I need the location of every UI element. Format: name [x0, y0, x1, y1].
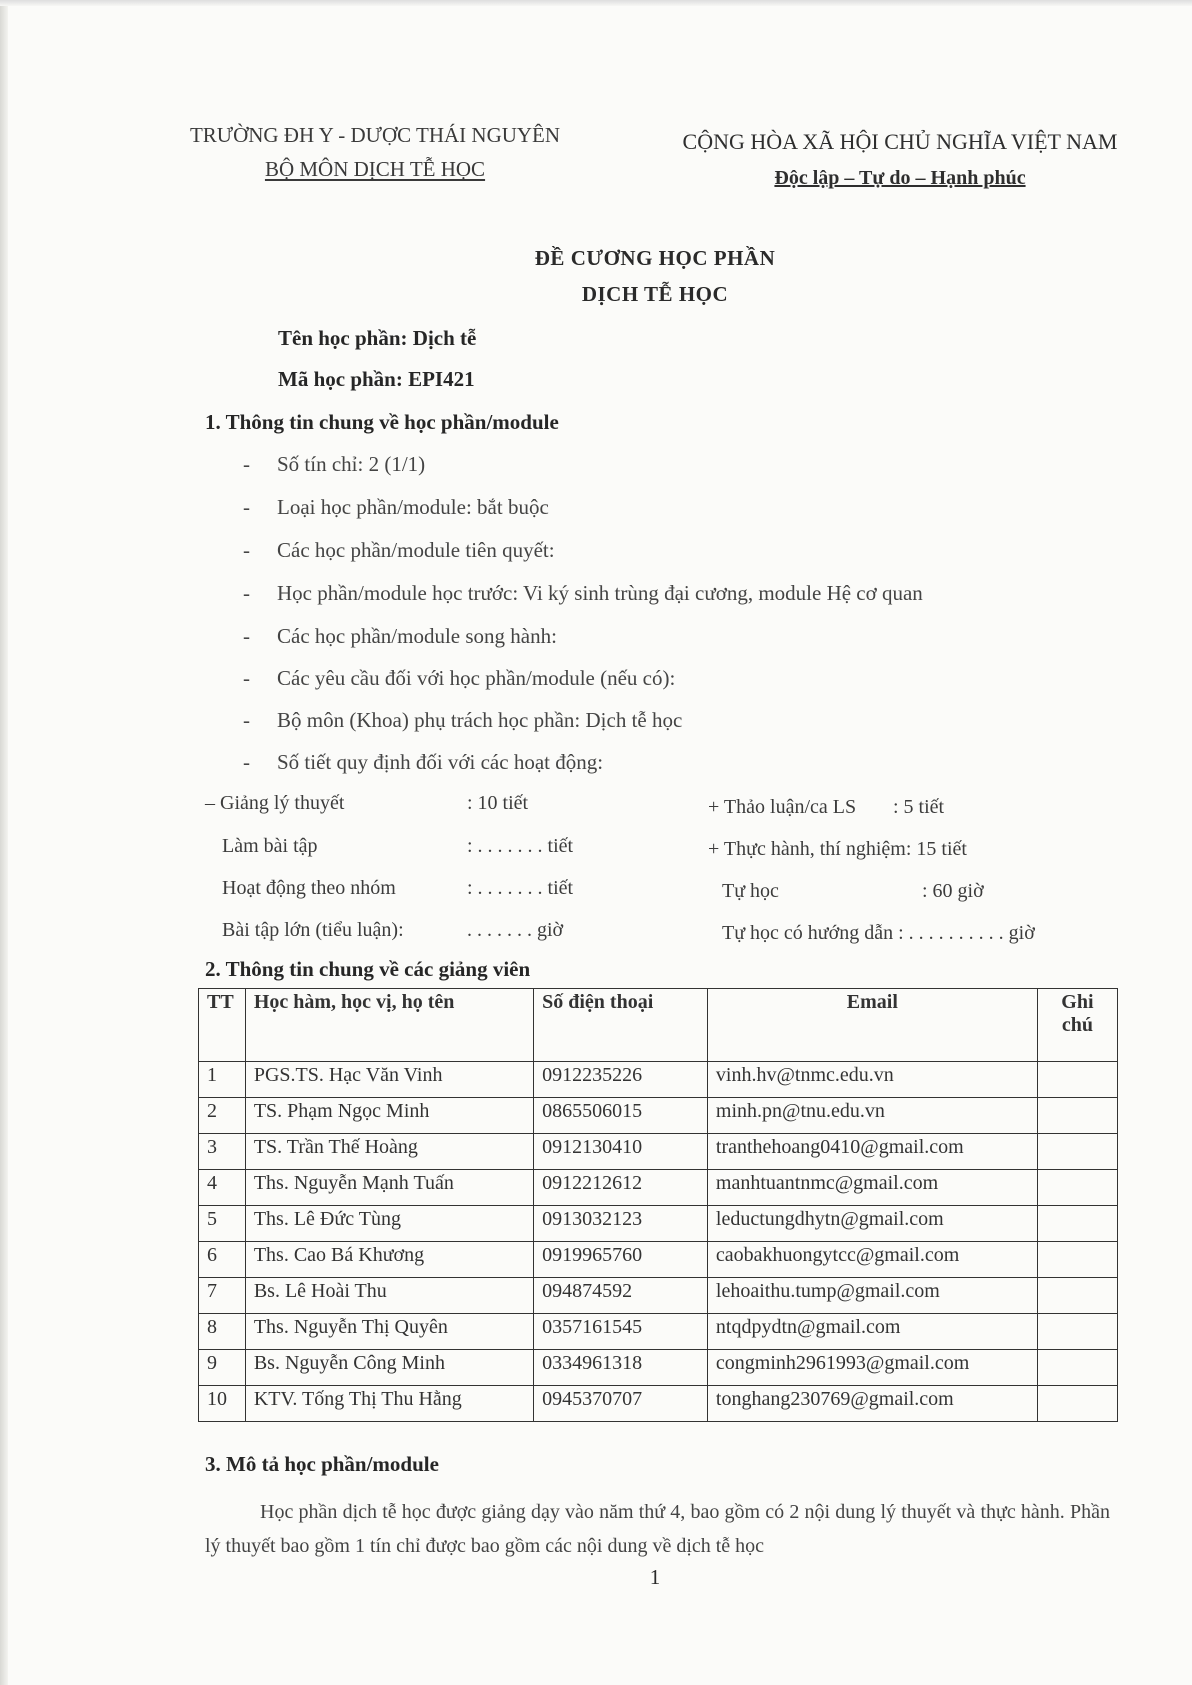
hours-discussion: + Thảo luận/ca LS : 5 tiết	[708, 796, 945, 818]
column-header: Số điện thoại	[534, 989, 708, 1062]
info-item: - Các yêu cầu đối với học phần/module (nếu có):	[243, 666, 676, 690]
document-title	[0, 240, 1192, 312]
lecturer-table	[198, 988, 1118, 1422]
title-line-2: DỊCH TỄ HỌC	[581, 282, 729, 306]
table-row: 6 Ths. Cao Bá Khương 0919965760 caobakhuongytcc@gmail.com	[199, 1242, 1118, 1278]
university-name: TRƯỜNG ĐH Y - DƯỢC THÁI NGUYÊN	[189, 123, 561, 147]
course-name: Tên học phần: Dịch tễ	[278, 326, 477, 350]
section-1-heading: 1. Thông tin chung về học phần/module	[205, 410, 559, 434]
info-item: - Bộ môn (Khoa) phụ trách học phần: Dịch tễ học	[243, 708, 683, 732]
column-header: Học hàm, học vị, họ tên	[245, 989, 533, 1062]
table-row: 1 PGS.TS. Hạc Văn Vinh 0912235226 vinh.hv@tnmc.edu.vn	[199, 1062, 1118, 1098]
national-motto-header	[640, 124, 1160, 196]
hours-guided-self-study: Tự học có hướng dẫn : . . . . . . . . . . giờ	[722, 922, 1035, 944]
country-name: CỘNG HÒA XÃ HỘI CHỦ NGHĨA VIỆT NAM	[682, 129, 1118, 154]
hours-essay: Bài tập lớn (tiểu luận): . . . . . . . giờ	[222, 919, 564, 941]
page-number: 1	[649, 1565, 661, 1589]
hours-lecture: – Giảng lý thuyết : 10 tiết	[205, 792, 529, 814]
table-row: 5 Ths. Lê Đức Tùng 0913032123 leductungdhytn@gmail.com	[199, 1206, 1118, 1242]
table-row: 4 Ths. Nguyễn Mạnh Tuấn 0912212612 manhtuantnmc@gmail.com	[199, 1170, 1118, 1206]
course-code: Mã học phần: EPI421	[278, 367, 475, 391]
hours-exercise: Làm bài tập : . . . . . . . tiết	[222, 835, 574, 857]
table-row: 2 TS. Phạm Ngọc Minh 0865506015 minh.pn@tnu.edu.vn	[199, 1098, 1118, 1134]
info-item: - Học phần/module học trước: Vi ký sinh trùng đại cương, module Hệ cơ quan	[243, 581, 923, 605]
info-item: - Các học phần/module tiên quyết:	[243, 538, 555, 562]
table-row: 7 Bs. Lê Hoài Thu 094874592 lehoaithu.tump@gmail.com	[199, 1278, 1118, 1314]
section-2-heading: 2. Thông tin chung về các giảng viên	[205, 957, 531, 981]
info-item: - Các học phần/module song hành:	[243, 624, 557, 648]
table-row: 10 KTV. Tống Thị Thu Hằng 0945370707 tonghang230769@gmail.com	[199, 1386, 1118, 1422]
hours-group-activity: Hoạt động theo nhóm : . . . . . . . tiết	[222, 877, 574, 899]
title-line-1: ĐỀ CƯƠNG HỌC PHẦN	[534, 246, 776, 270]
table-row: 8 Ths. Nguyễn Thị Quyên 0357161545 ntqdpydtn@gmail.com	[199, 1314, 1118, 1350]
hours-practice: + Thực hành, thí nghiệm: 15 tiết	[708, 838, 967, 860]
info-item: - Số tiết quy định đối với các hoạt động:	[243, 750, 604, 774]
column-header: TT	[199, 989, 246, 1062]
info-item: - Số tín chỉ: 2 (1/1)	[243, 452, 426, 476]
module-description: Học phần dịch tễ học được giảng dạy vào năm thứ 4, bao gồm có 2 nội dung lý thuyết và thực hành. Phần lý thuyết bao gồm 1 tín chỉ được bao gồm các nội dung về dịch tễ học	[205, 1501, 1110, 1557]
info-item: - Loại học phần/module: bắt buộc	[243, 495, 549, 519]
motto: Độc lập – Tự do – Hạnh phúc	[774, 167, 1026, 189]
department-name: BỘ MÔN DỊCH TỄ HỌC	[264, 157, 486, 181]
table-row: 3 TS. Trần Thế Hoàng 0912130410 tranthehoang0410@gmail.com	[199, 1134, 1118, 1170]
institution-header	[150, 118, 600, 186]
column-header: Ghi chú	[1037, 989, 1117, 1062]
table-row: 9 Bs. Nguyễn Công Minh 0334961318 congminh2961993@gmail.com	[199, 1350, 1118, 1386]
hours-self-study: Tự học : 60 giờ	[722, 880, 984, 902]
section-3-heading: 3. Mô tả học phần/module	[205, 1452, 439, 1476]
table-header-row	[199, 989, 1118, 1062]
column-header: Email	[707, 989, 1037, 1062]
